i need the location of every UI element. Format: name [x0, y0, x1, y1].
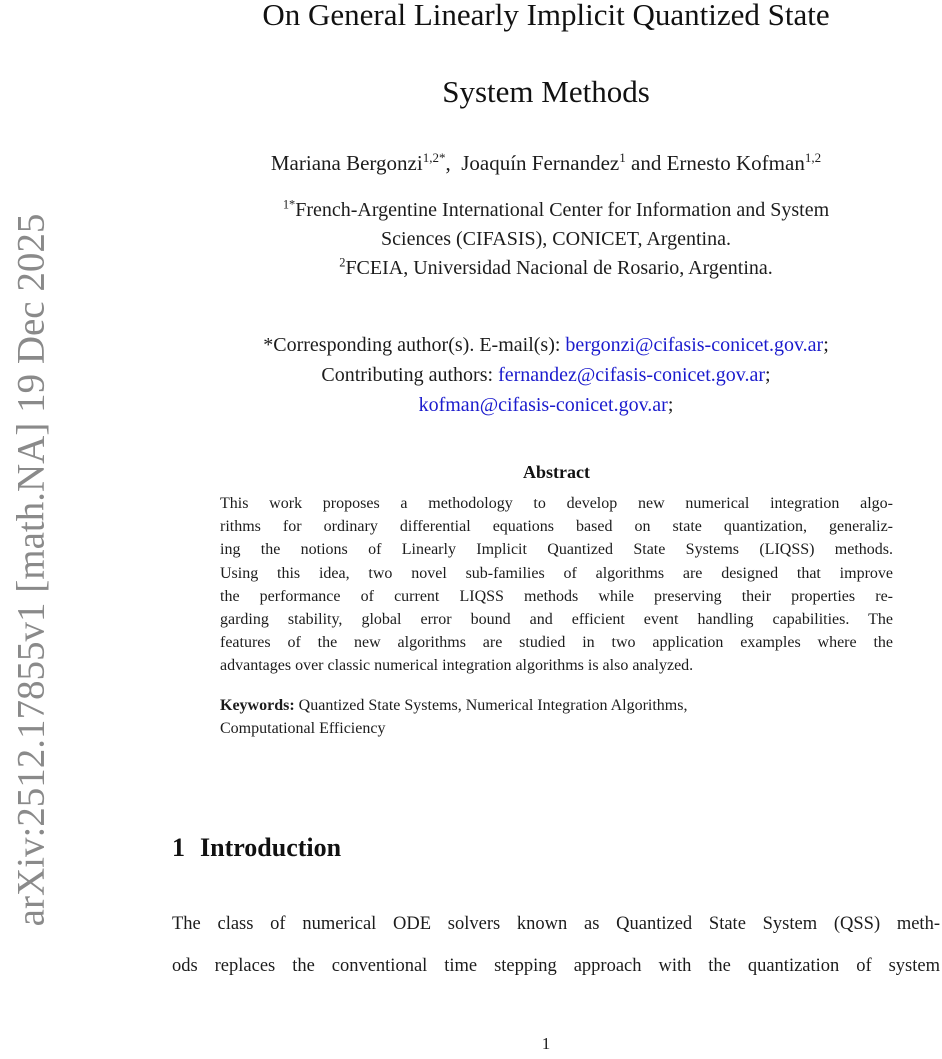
author-superscript: 1	[619, 150, 626, 165]
affiliations-block	[172, 196, 940, 283]
keywords-line-2: Computational Efficiency	[220, 720, 386, 737]
page-number: 1	[541, 1034, 551, 1053]
keywords-line-1	[220, 694, 893, 717]
affiliation-superscript: 1*	[282, 197, 296, 212]
contact-block	[152, 330, 940, 420]
affiliation-text: FCEIA, Universidad Nacional de Rosario, Argentina.	[345, 257, 773, 279]
abstract-body	[220, 492, 893, 678]
author-superscript: 1,2*	[422, 150, 446, 165]
keywords-label: Keywords:	[220, 697, 295, 714]
email-link-fernandez[interactable]: fernandez@cifasis-conicet.gov.ar	[498, 364, 766, 386]
author-superscript: 1,2	[804, 150, 822, 165]
introduction-paragraph	[172, 903, 940, 987]
abstract-line: advantages over classic numerical integration algorithms is also analyzed.	[220, 657, 694, 675]
affiliation-superscript: 2	[339, 255, 346, 270]
contact-text: Contributing authors:	[321, 364, 499, 386]
author-separator: ,	[445, 151, 462, 175]
arxiv-watermark: arXiv:2512.17855v1 [math.NA] 19 Dec 2025	[9, 213, 53, 927]
abstract-heading: Abstract	[523, 462, 590, 482]
contact-text: ;	[667, 394, 674, 416]
author-name: Joaquín Fernandez	[461, 151, 620, 175]
contact-text: ;	[765, 364, 771, 386]
section-title: Introduction	[200, 833, 342, 862]
contributing-authors-line	[152, 360, 940, 390]
section-number: 1	[172, 833, 185, 862]
authors-line	[152, 151, 940, 176]
affiliation-2-line	[172, 254, 940, 283]
author-name: Ernesto Kofman	[666, 151, 805, 175]
abstract-line: rithms for ordinary differential equations based on state quantization, generaliz-	[220, 518, 893, 536]
paper-title-line-1: On General Linearly Implicit Quantized State	[262, 0, 830, 32]
paper-title-line-2: System Methods	[442, 74, 650, 109]
affiliation-text: French-Argentine International Center for Information and System	[295, 199, 830, 221]
contact-text: *Corresponding author(s). E-mail(s):	[263, 334, 566, 356]
abstract-line: features of the new algorithms are studied in two application examples where the	[220, 634, 893, 652]
affiliation-1-line-1	[172, 196, 940, 225]
abstract-line: the performance of current LIQSS methods while preserving their properties re-	[220, 587, 893, 605]
affiliation-1-line-2: Sciences (CIFASIS), CONICET, Argentina.	[381, 228, 731, 250]
keywords-block	[220, 694, 893, 740]
section-1-heading	[172, 833, 940, 863]
contact-text: ;	[823, 334, 829, 356]
contact-email-line-3	[152, 390, 940, 420]
author-separator: and	[625, 151, 667, 175]
abstract-line: ing the notions of Linearly Implicit Quantized State Systems (LIQSS) methods.	[220, 541, 893, 559]
abstract-line: garding stability, global error bound and efficient event handling capabilities. The	[220, 611, 893, 629]
keywords-text: Quantized State Systems, Numerical Integration Algorithms,	[294, 697, 688, 714]
email-link-kofman[interactable]: kofman@cifasis-conicet.gov.ar	[418, 394, 668, 416]
abstract-line: Using this idea, two novel sub-families of algorithms are designed that improve	[220, 564, 893, 582]
intro-line: ods replaces the conventional time stepping approach with the quantization of system	[172, 956, 940, 976]
abstract-line: This work proposes a methodology to develop new numerical integration algo-	[220, 495, 893, 512]
intro-line: The class of numerical ODE solvers known as Quantized State System (QSS) meth-	[172, 914, 940, 934]
author-name: Mariana Bergonzi	[270, 151, 423, 175]
email-link-bergonzi[interactable]: bergonzi@cifasis-conicet.gov.ar	[565, 334, 824, 356]
corresponding-author-line	[152, 330, 940, 360]
